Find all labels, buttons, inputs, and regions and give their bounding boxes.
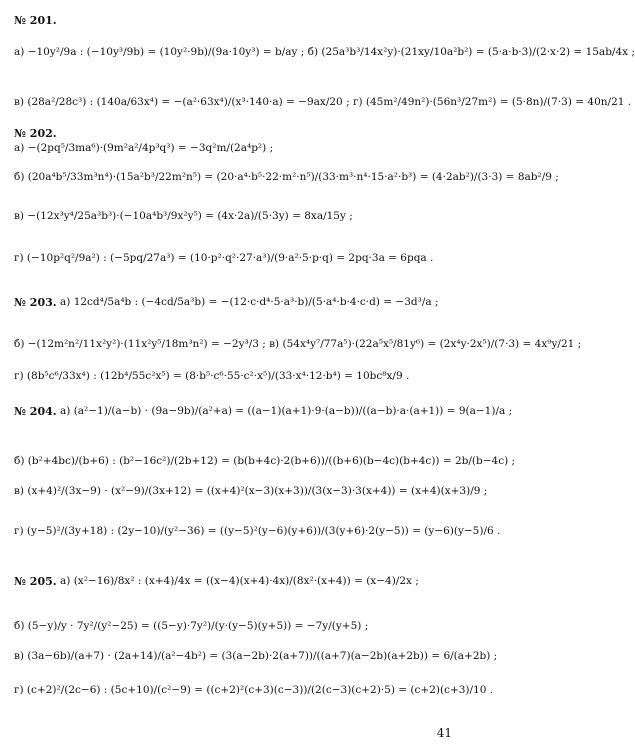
problem-205-number: № 205. xyxy=(14,575,57,588)
problem-205-line-4: г) (c+2)²/(2c−6) : (5c+10)/(c²−9) = ((c+2)²(c+3)(c−3))/(2(c−3)(c+2)·5) = (c+2)(c+3)/10 . xyxy=(14,684,494,696)
problem-204-line-3: в) (x+4)²/(3x−9) · (x²−9)/(3x+12) = ((x+4)²(x−3)(x+3))/(3(x−3)·3(x+4)) = (x+4)(x+3)/9 ; xyxy=(14,485,488,497)
problem-201-line-2: в) (28a²/28c³) : (140a/63x⁴) = −(a²·63x⁴)/(x³·140·a) = −9ax/20 ; г) (45m²/49n²)·(56n³/27m²) = (5·8n)/(7·3) = 40n/21 . xyxy=(14,96,632,108)
page-number: 41 xyxy=(436,726,452,740)
problem-203-line-1: а) 12cd⁴/5a⁴b : (−4cd/5a³b) = −(12·c·d⁴·5·a³·b)/(5·a⁴·b·4·c·d) = −3d³/a ; xyxy=(60,296,439,308)
problem-204-line-4: г) (y−5)²/(3y+18) : (2y−10)/(y²−36) = ((y−5)²(y−6)(y+6))/(3(y+6)·2(y−5)) = (y−6)(y−5)/6 . xyxy=(14,525,501,537)
problem-203-line-3: г) (8b⁵c⁶/33x⁴) : (12b⁴/55c²x⁵) = (8·b⁵·c⁶·55·c²·x⁵)/(33·x⁴·12·b⁴) = 10bc⁸x/9 . xyxy=(14,370,410,382)
problem-203-line-2: б) −(12m²n²/11x²y²)·(11x²y⁵/18m³n²) = −2y³/3 ; в) (54x⁴y⁷/77a⁵)·(22a⁵x⁵/81y⁶) = (2x⁴y·2x⁵)/(7·3) = 4x⁹y/21 ; xyxy=(14,338,582,350)
problem-203-number: № 203. xyxy=(14,296,57,309)
problem-204-number: № 204. xyxy=(14,405,57,418)
problem-204-line-1: а) (a²−1)/(a−b) · (9a−9b)/(a²+a) = ((a−1)(a+1)·9·(a−b))/((a−b)·a·(a+1)) = 9(a−1)/a ; xyxy=(60,405,513,417)
problem-205-line-2: б) (5−y)/y · 7y²/(y²−25) = ((5−y)·7y²)/(y·(y−5)(y+5)) = −7y/(y+5) ; xyxy=(14,620,369,632)
problem-205-line-3: в) (3a−6b)/(a+7) · (2a+14)/(a²−4b²) = (3(a−2b)·2(a+7))/((a+7)(a−2b)(a+2b)) = 6/(a+2b) ; xyxy=(14,650,498,662)
problem-202-line-2: б) (20a⁴b⁵/33m³n⁴)·(15a²b³/22m²n⁵) = (20·a⁴·b⁵·22·m²·n⁵)/(33·m³·n⁴·15·a²·b³) = (4·2ab²)/(3·3) = 8ab²/9 ; xyxy=(14,171,559,183)
problem-202-line-3: в) −(12x³y⁴/25a³b³)·(−10a⁴b³/9x²y⁵) = (4x·2a)/(5·3y) = 8xa/15y ; xyxy=(14,210,353,222)
problem-204-line-2: б) (b²+4bc)/(b+6) : (b²−16c²)/(2b+12) = (b(b+4c)·2(b+6))/((b+6)(b−4c)(b+4c)) = 2b/(b−4c) ; xyxy=(14,455,516,467)
problem-205-line-1: а) (x²−16)/8x² : (x+4)/4x = ((x−4)(x+4)·4x)/(8x²·(x+4)) = (x−4)/2x ; xyxy=(60,575,419,587)
problem-201-line-1: а) −10y²/9a : (−10y³/9b) = (10y²·9b)/(9a·10y³) = b/ay ; б) (25a³b³/14x²y)·(21xy/10a²b²) = (5·a·b·3)/(2·x·2) = 15ab/4x ; xyxy=(14,46,635,58)
problem-202-line-4: г) (−10p²q²/9a²) : (−5pq/27a³) = (10·p²·q²·27·a³)/(9·a²·5·p·q) = 2pq·3a = 6pqa . xyxy=(14,252,434,264)
problem-202-number: № 202. xyxy=(14,127,57,140)
problem-202-line-1: а) −(2pq⁵/3ma⁶)·(9m²a²/4p³q³) = −3q²m/(2a⁴p²) ; xyxy=(14,142,274,154)
problem-201-number: № 201. xyxy=(14,14,57,27)
